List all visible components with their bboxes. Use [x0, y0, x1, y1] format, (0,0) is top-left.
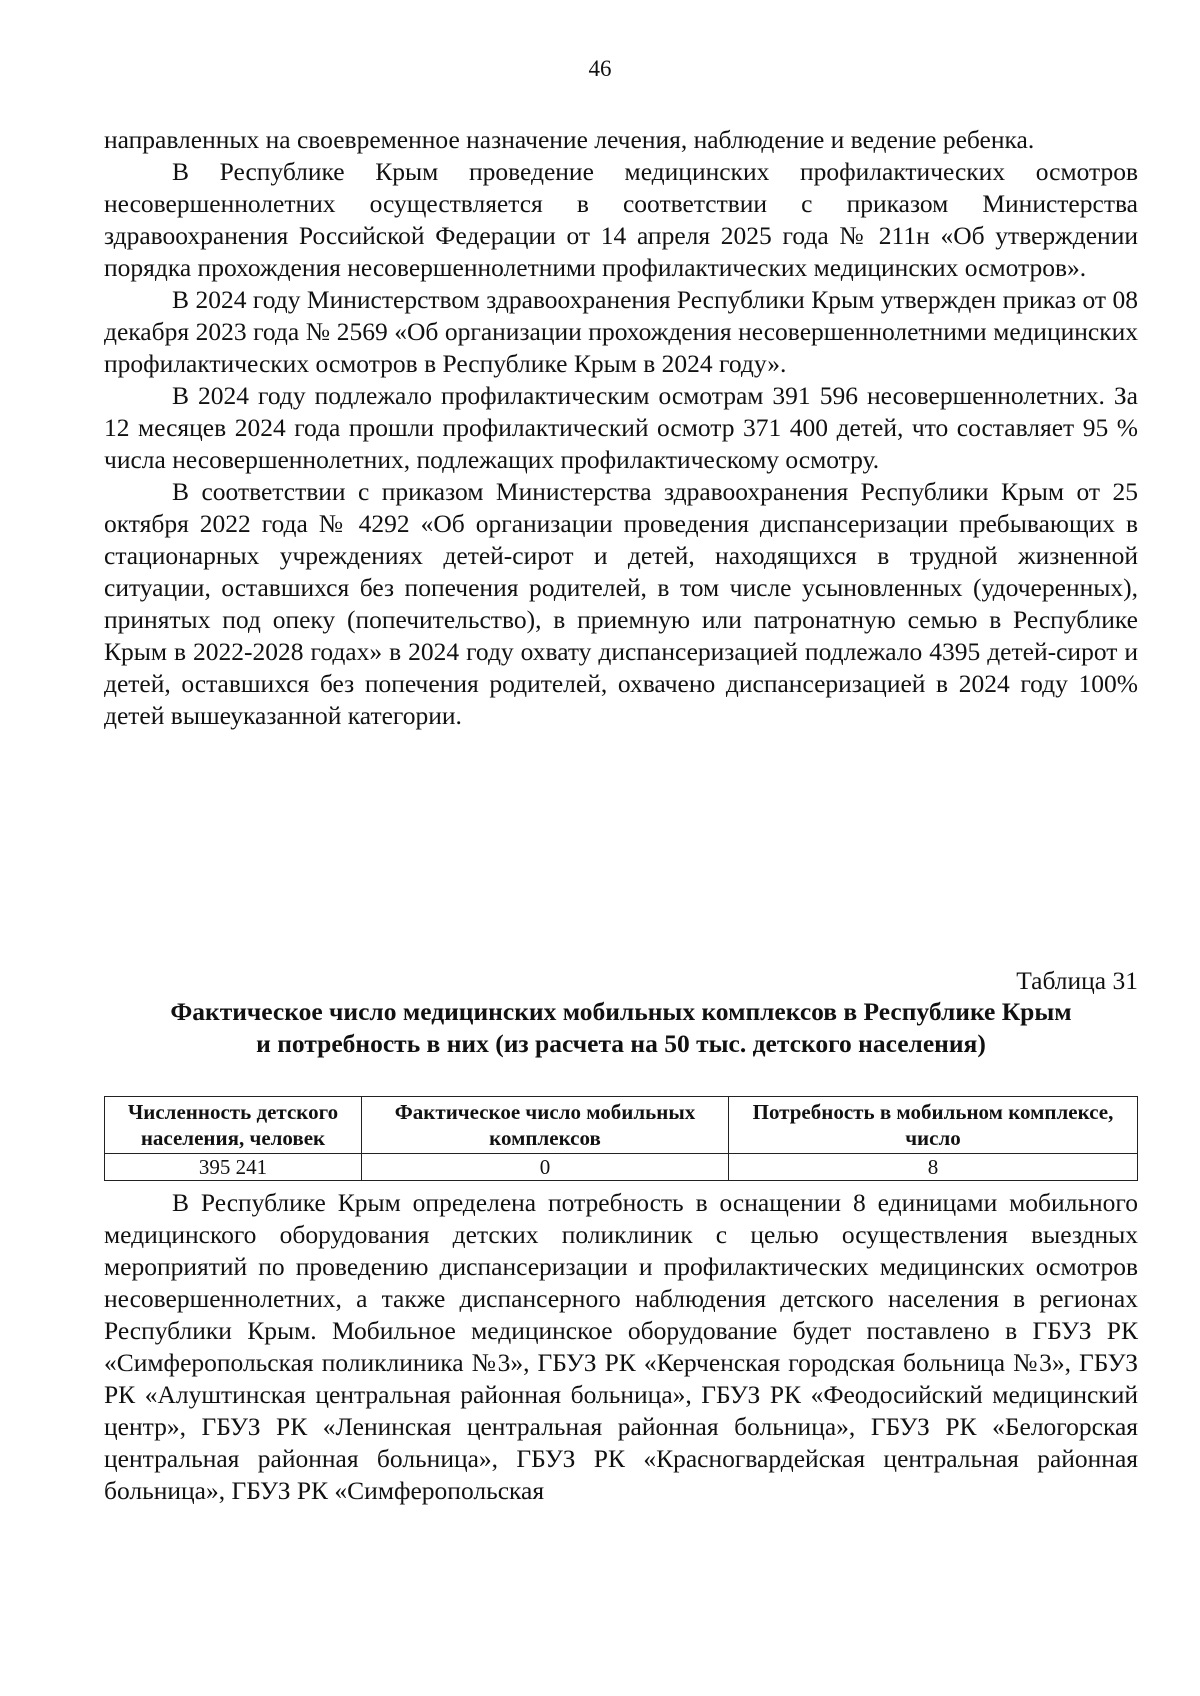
table-title: [104, 996, 1138, 1060]
table-row: [105, 1154, 1138, 1181]
table-header-row: [105, 1097, 1138, 1154]
page-number: 46: [588, 56, 612, 81]
paragraph-exam-statistics: В 2024 году подлежало профилактическим осмотрам 391 596 несовершеннолетних. За 12 месяцев 2024 года прошли профилактический осмотр 371 400 детей, что составляет 95 % числа несовершеннолетних, подлежащих профилактическому осмотру.: [104, 381, 1138, 474]
paragraph-regional-order-2024: В 2024 году Министерством здравоохранения Республики Крым утвержден приказ от 08 декабря 2023 года № 2569 «Об организации прохождения несовершеннолетними медицинских профилактических осмотров в Республике Крым в 2024 году».: [104, 285, 1138, 378]
header-child-population: Численность детского населения, человек: [105, 1097, 362, 1154]
header-actual-complexes: Фактическое число мобильных комплексов: [362, 1097, 729, 1154]
body-text-top: [104, 124, 1138, 732]
mobile-complexes-table: [104, 1096, 1138, 1181]
mobile-complexes-table-wrapper: [104, 1096, 1138, 1181]
paragraph-orphans-dispensarization: В соответствии с приказом Министерства здравоохранения Республики Крым от 25 октября 2022 года № 4292 «Об организации проведения диспансеризации пребывающих в стационарных учреждениях детей-сирот и детей, находящихся в трудной жизненной ситуации, оставшихся без попечения родителей, в том числе усыновленных (удочеренных), принятых под опеку (попечительство), в приемную или патронатную семью в Республике Крым в 2022-2028 годах» в 2024 году охвату диспансеризацией подлежало 4395 детей-сирот и детей, оставшихся без попечения родителей, охвачено диспансеризацией в 2024 году 100% детей вышеуказанной категории.: [104, 477, 1138, 730]
paragraph-mobile-equipment: В Республике Крым определена потребность в оснащении 8 единицами мобильного медицинского оборудования детских поликлиник с целью осуществления выездных мероприятий по проведению диспансеризации и профилактических медицинских осмотров несовершеннолетних, а также диспансерного наблюдения детского населения в регионах Республики Крым. Мобильное медицинское оборудование будет поставлено в ГБУЗ РК «Симферопольская поликлиника №3», ГБУЗ РК «Керченская городская больница №3», ГБУЗ РК «Алуштинская центральная районная больница», ГБУЗ РК «Феодосийский медицинский центр», ГБУЗ РК «Ленинская центральная районная больница», ГБУЗ РК «Белогорская центральная районная больница», ГБУЗ РК «Красногвардейская центральная районная больница», ГБУЗ РК «Симферопольская: [104, 1188, 1138, 1505]
cell-child-population: 395 241: [105, 1154, 362, 1181]
cell-actual-complexes: 0: [362, 1154, 729, 1181]
paragraph-continuation: направленных на своевременное назначение лечения, наблюдение и ведение ребенка.: [104, 125, 1035, 154]
paragraph-preventive-exams-order: В Республике Крым проведение медицинских профилактических осмотров несовершеннолетних осуществляется в соответствии с приказом Министерства здравоохранения Российской Федерации от 14 апреля 2025 года № 211н «Об утверждении порядка прохождения несовершеннолетними профилактических медицинских осмотров».: [104, 157, 1138, 282]
body-text-bottom: [104, 1187, 1138, 1507]
cell-complexes-needed: 8: [729, 1154, 1138, 1181]
table-title-line-1: Фактическое число медицинских мобильных комплексов в Республике Крым: [170, 997, 1072, 1026]
header-complexes-needed: Потребность в мобильном комплексе, число: [729, 1097, 1138, 1154]
table-title-line-2: и потребность в них (из расчета на 50 тыс. детского населения): [256, 1029, 986, 1058]
table-number-label: Таблица 31: [1016, 966, 1138, 995]
